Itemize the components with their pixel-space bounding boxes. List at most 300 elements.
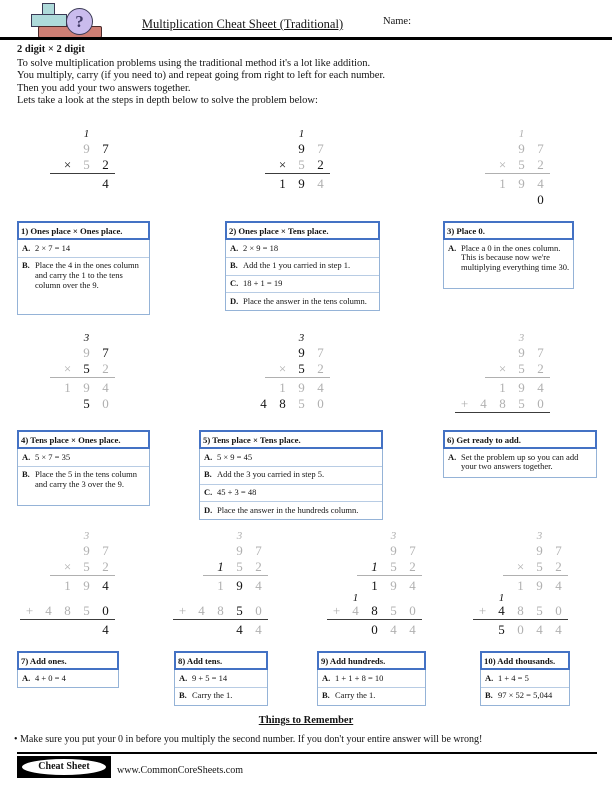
digit-cell: 4 — [317, 176, 324, 191]
digit-cell — [235, 176, 254, 192]
digit-cell — [273, 345, 292, 361]
problem-row — [235, 361, 330, 377]
digit-cell — [20, 128, 39, 141]
problem-row — [20, 603, 115, 619]
digit-cell — [20, 380, 39, 396]
digit-cell — [58, 622, 77, 638]
digit-cell — [327, 622, 346, 638]
digit-cell — [511, 594, 530, 603]
problem-row — [327, 622, 422, 638]
step-box-2 — [225, 221, 380, 311]
problem-row — [455, 157, 550, 173]
digit-cell — [39, 578, 58, 594]
digit-cell: 1 — [499, 176, 506, 191]
step-item-label: D. — [230, 295, 239, 306]
answer-line — [503, 575, 568, 576]
problem-row — [473, 594, 568, 603]
problem-row — [327, 559, 422, 575]
name-label: Name: — [383, 16, 411, 27]
digit-cell: 7 — [317, 141, 324, 156]
digit-cell: 4 — [102, 176, 109, 191]
problem-row — [235, 128, 330, 141]
digit-cell: 5 — [390, 603, 397, 618]
step-item-text: Place a 0 in the ones column. This is because now we're multiplying everything time 30. — [461, 242, 570, 273]
digit-cell — [58, 176, 77, 192]
problem-row — [455, 332, 550, 345]
digit-cell — [96, 332, 115, 345]
step-item-text: 1 + 4 = 5 — [498, 672, 529, 683]
digit-cell — [365, 594, 384, 603]
digit-cell — [254, 345, 273, 361]
digit-cell — [249, 530, 268, 543]
step-box-title: 5) Tens place × Tens place. — [199, 430, 383, 449]
digit-cell: + — [178, 603, 187, 618]
digit-cell: 3 — [536, 530, 543, 542]
answer-line — [265, 377, 330, 378]
step-item — [226, 275, 379, 293]
digit-cell: 1 — [279, 380, 286, 395]
digit-cell — [77, 622, 96, 638]
step-box-title: 7) Add ones. — [17, 651, 119, 670]
step-item-text: Place the answer in the tens column. — [243, 295, 367, 306]
step-box-title: 2) Ones place × Tens place. — [225, 221, 380, 240]
digit-cell: 1 — [371, 559, 378, 574]
digit-cell: 9 — [518, 380, 525, 395]
problem-row — [455, 176, 550, 192]
digit-cell: 7 — [409, 543, 416, 558]
digit-cell — [346, 559, 365, 575]
digit-cell: 7 — [102, 543, 109, 558]
digit-cell: 2 — [409, 559, 416, 574]
digit-cell: 2 — [102, 157, 109, 172]
digit-cell — [311, 332, 330, 345]
digit-cell: 3 — [518, 332, 525, 344]
digit-cell — [474, 332, 493, 345]
step-box-6 — [443, 430, 597, 478]
digit-cell — [455, 380, 474, 396]
digit-cell: 7 — [317, 345, 324, 360]
digit-cell: 0 — [537, 396, 544, 411]
digit-cell: 9 — [236, 578, 243, 593]
step-item-text: 18 + 1 = 19 — [243, 278, 283, 289]
step-item-label: B. — [204, 469, 212, 480]
problem-row — [173, 559, 268, 575]
step-item-text: 4 + 0 = 4 — [35, 672, 66, 683]
digit-cell — [473, 530, 492, 543]
digit-cell: × — [498, 157, 507, 172]
digit-cell: 0 — [409, 603, 416, 618]
digit-cell — [235, 157, 254, 173]
digit-cell — [365, 530, 384, 543]
step-item-label: A. — [448, 242, 457, 253]
digit-cell: × — [63, 361, 72, 376]
digit-cell: 9 — [298, 380, 305, 395]
digit-cell: 7 — [555, 543, 562, 558]
digit-cell: 0 — [517, 622, 524, 637]
step-item-text: 2 × 7 = 14 — [35, 242, 71, 253]
answer-line — [50, 173, 115, 174]
problem-row — [455, 396, 550, 412]
digit-cell: 9 — [83, 380, 90, 395]
digit-cell — [96, 530, 115, 543]
digit-cell: 9 — [83, 141, 90, 156]
digit-cell: 2 — [317, 157, 324, 172]
digit-cell: 0 — [317, 396, 324, 411]
digit-cell: 0 — [102, 603, 109, 618]
digit-cell — [211, 622, 230, 638]
digit-cell: 9 — [536, 543, 543, 558]
problem-row — [473, 559, 568, 575]
step-item-label: D. — [204, 504, 213, 515]
digit-cell — [327, 559, 346, 575]
step-item — [18, 449, 149, 466]
step-item — [200, 466, 382, 484]
footer-rule — [17, 752, 597, 754]
digit-cell: 5 — [236, 603, 243, 618]
digit-cell: × — [63, 559, 72, 574]
problem-row — [455, 141, 550, 157]
intro-line-1: To solve multiplication problems using the traditional method it's a lot like addition. — [17, 58, 371, 69]
digit-cell: 5 — [536, 559, 543, 574]
multiplication-problem-8 — [173, 530, 268, 638]
digit-cell — [235, 128, 254, 141]
problem-row — [235, 380, 330, 396]
problem-row — [473, 543, 568, 559]
answer-line — [455, 412, 550, 413]
digit-cell — [492, 559, 511, 575]
digit-cell: × — [498, 361, 507, 376]
digit-cell — [403, 594, 422, 603]
step-box-3 — [443, 221, 574, 289]
multiplication-problem-9 — [327, 530, 422, 638]
digit-cell — [211, 543, 230, 559]
step-item-label: B. — [22, 260, 30, 271]
problem-row — [235, 396, 330, 412]
step-item-label: B. — [22, 469, 30, 480]
digit-cell: 3 — [236, 530, 243, 542]
problem-row — [173, 622, 268, 638]
digit-cell: 9 — [298, 176, 305, 191]
digit-cell — [20, 559, 39, 575]
digit-cell — [58, 543, 77, 559]
digit-cell: × — [278, 157, 287, 172]
digit-cell — [77, 176, 96, 192]
problem-row — [455, 412, 550, 415]
digit-cell: 4 — [102, 578, 109, 593]
digit-cell — [235, 380, 254, 396]
problem-row — [20, 157, 115, 173]
digit-cell — [474, 345, 493, 361]
digit-cell: 4 — [498, 603, 505, 618]
problem-row — [20, 396, 115, 412]
step-item-text: 5 × 7 = 35 — [35, 451, 71, 462]
step-item-text: Set the problem up so you can add your two answers together. — [461, 451, 579, 472]
step-box-9 — [317, 651, 426, 706]
digit-cell — [455, 332, 474, 345]
digit-cell: 7 — [255, 543, 262, 558]
digit-cell — [192, 622, 211, 638]
digit-cell: 2 — [537, 157, 544, 172]
digit-cell: 1 — [64, 380, 71, 395]
problem-row — [473, 578, 568, 594]
problem-row — [20, 128, 115, 141]
digit-cell — [39, 622, 58, 638]
digit-cell: 9 — [390, 543, 397, 558]
intro-line-2: You multiply, carry (if you need to) and repeat going from right to left for each number. — [17, 70, 385, 82]
digit-cell: 2 — [255, 559, 262, 574]
digit-cell: 8 — [517, 603, 524, 618]
step-item-label: A. — [22, 451, 31, 462]
digit-cell — [58, 332, 77, 345]
digit-cell — [511, 530, 530, 543]
problem-row — [455, 345, 550, 361]
step-box-title: 8) Add tens. — [174, 651, 268, 670]
step-item — [18, 240, 149, 257]
digit-cell — [455, 192, 474, 208]
digit-cell — [549, 594, 568, 603]
digit-cell — [235, 361, 254, 377]
digit-cell: 5 — [298, 157, 305, 172]
problem-row — [173, 603, 268, 619]
digit-cell — [39, 530, 58, 543]
digit-cell: 2 — [555, 559, 562, 574]
step-item — [481, 670, 569, 687]
digit-cell — [273, 128, 292, 141]
digit-cell: 1 — [499, 380, 506, 395]
digit-cell: 5 — [298, 361, 305, 376]
digit-cell — [39, 396, 58, 412]
digit-cell — [173, 543, 192, 559]
step-item-label: A. — [204, 451, 213, 462]
digit-cell: 5 — [518, 157, 525, 172]
digit-cell — [473, 594, 492, 603]
step-item-label: C. — [204, 487, 213, 498]
digit-cell — [20, 141, 39, 157]
digit-cell: 2 — [102, 361, 109, 376]
answer-line — [265, 173, 330, 174]
step-item — [18, 257, 149, 294]
digit-cell: 9 — [518, 345, 525, 360]
digit-cell — [473, 559, 492, 575]
answer-line — [357, 575, 422, 576]
digit-cell: + — [460, 396, 469, 411]
step-box-title: 6) Get ready to add. — [443, 430, 597, 449]
step-item — [318, 670, 425, 687]
problem-row — [235, 141, 330, 157]
digit-cell — [39, 380, 58, 396]
step-item — [226, 240, 379, 257]
digit-cell — [235, 345, 254, 361]
digit-cell — [474, 380, 493, 396]
badge-label: Cheat Sheet — [21, 758, 107, 776]
problem-row — [473, 603, 568, 619]
digit-cell: 2 — [537, 361, 544, 376]
answer-line — [203, 575, 268, 576]
digit-cell — [20, 578, 39, 594]
digit-cell — [327, 530, 346, 543]
digit-cell: 5 — [536, 603, 543, 618]
digit-cell: 2 — [102, 559, 109, 574]
answer-line — [485, 173, 550, 174]
digit-cell — [531, 332, 550, 345]
digit-cell: 4 — [480, 396, 487, 411]
problem-row — [235, 345, 330, 361]
intro-text — [17, 58, 592, 108]
step-box-title: 4) Tens place × Ones place. — [17, 430, 150, 449]
step-item — [200, 484, 382, 502]
digit-cell: 8 — [279, 396, 286, 411]
digit-cell: 4 — [255, 622, 262, 637]
digit-cell — [455, 176, 474, 192]
digit-cell — [235, 332, 254, 345]
digit-cell — [39, 332, 58, 345]
step-item-label: B. — [179, 690, 187, 701]
step-item — [444, 449, 596, 476]
digit-cell: 3 — [390, 530, 397, 542]
step-item-label: C. — [230, 278, 239, 289]
digit-cell: 1 — [217, 578, 224, 593]
digit-cell — [20, 361, 39, 377]
step-box-4 — [17, 430, 150, 506]
step-item-label: A. — [179, 672, 188, 683]
digit-cell — [58, 141, 77, 157]
digit-cell: 1 — [498, 592, 505, 604]
digit-cell — [473, 622, 492, 638]
digit-cell — [493, 332, 512, 345]
reminder-text: Make sure you put your 0 in before you multiply the second number. If you don't your entire answer will be wrong! — [20, 734, 483, 745]
digit-cell: 3 — [298, 332, 305, 344]
problem-row — [20, 543, 115, 559]
step-box-8 — [174, 651, 268, 706]
digit-cell — [530, 594, 549, 603]
digit-cell — [20, 157, 39, 173]
digit-cell: 0 — [255, 603, 262, 618]
step-item-label: A. — [230, 242, 239, 253]
problem-row — [173, 578, 268, 594]
digit-cell: 4 — [555, 622, 562, 637]
step-box-title: 9) Add hundreds. — [317, 651, 426, 670]
digit-cell: 1 — [352, 592, 359, 604]
digit-cell — [455, 157, 474, 173]
problem-row — [327, 530, 422, 543]
digit-cell — [254, 176, 273, 192]
digit-cell: 4 — [198, 603, 205, 618]
digit-cell — [20, 332, 39, 345]
digit-cell: 9 — [83, 543, 90, 558]
digit-cell: 5 — [236, 559, 243, 574]
digit-cell — [235, 141, 254, 157]
digit-cell — [20, 530, 39, 543]
digit-cell: 4 — [409, 578, 416, 593]
digit-cell: 9 — [236, 543, 243, 558]
step-item-text: 45 + 3 = 48 — [217, 487, 257, 498]
step-item-text: 1 + 1 + 8 = 10 — [335, 672, 384, 683]
digit-cell — [474, 157, 493, 173]
digit-cell — [549, 530, 568, 543]
digit-cell: 4 — [352, 603, 359, 618]
step-box-title: 1) Ones place × Ones place. — [17, 221, 150, 240]
digit-cell: 7 — [102, 345, 109, 360]
multiplication-problem-5 — [235, 332, 330, 412]
digit-cell: 1 — [279, 176, 286, 191]
step-item — [200, 501, 382, 519]
cheat-sheet-badge — [17, 756, 111, 778]
digit-cell: 1 — [83, 128, 90, 140]
digit-cell: 4 — [555, 578, 562, 593]
digit-cell: 5 — [518, 396, 525, 411]
digit-cell — [254, 380, 273, 396]
problem-row — [235, 176, 330, 192]
digit-cell — [531, 128, 550, 141]
digit-cell — [39, 345, 58, 361]
digit-cell — [39, 128, 58, 141]
digit-cell — [474, 361, 493, 377]
digit-cell — [20, 622, 39, 638]
intro-line-4: Lets take a look at the steps in depth below to solve the problem below: — [17, 95, 318, 107]
digit-cell: 4 — [537, 176, 544, 191]
digit-cell — [493, 141, 512, 157]
digit-cell — [192, 578, 211, 594]
problem-row — [235, 332, 330, 345]
digit-cell — [173, 622, 192, 638]
digit-cell — [327, 578, 346, 594]
digit-cell — [235, 396, 254, 412]
step-item — [444, 240, 573, 276]
multiplication-problem-4 — [20, 332, 115, 412]
problem-row — [473, 622, 568, 638]
digit-cell: × — [516, 559, 525, 574]
things-to-remember-title: Things to Remember — [258, 715, 354, 726]
step-item-text: Place the 4 in the ones column and carry the 1 to the tens column over the 9. — [35, 260, 139, 290]
digit-cell — [492, 543, 511, 559]
digit-cell — [58, 128, 77, 141]
step-item — [200, 449, 382, 466]
step-item-text: Place the answer in the hundreds column. — [217, 504, 359, 515]
digit-cell: 4 — [409, 622, 416, 637]
problem-row — [20, 361, 115, 377]
step-item-label: A. — [322, 672, 331, 683]
multiplication-problem-7 — [20, 530, 115, 638]
multiplication-problem-3 — [455, 128, 550, 208]
step-item-label: A. — [22, 672, 31, 683]
problem-row — [20, 176, 115, 192]
step-item-text: Carry the 1. — [335, 690, 376, 701]
problem-row — [455, 361, 550, 377]
digit-cell: 4 — [390, 622, 397, 637]
bullet-marker: • — [14, 734, 18, 745]
page-title: Multiplication Cheat Sheet (Traditional) — [141, 17, 344, 31]
step-box-10 — [480, 651, 570, 706]
digit-cell: 5 — [298, 396, 305, 411]
digit-cell — [511, 543, 530, 559]
answer-line — [485, 377, 550, 378]
digit-cell: 4 — [536, 622, 543, 637]
digit-cell: 8 — [499, 396, 506, 411]
digit-cell — [474, 128, 493, 141]
problem-row — [327, 603, 422, 619]
website-text: www.CommonCoreSheets.com — [117, 765, 244, 776]
digit-cell — [474, 141, 493, 157]
digit-cell: 0 — [371, 622, 378, 637]
digit-cell: 0 — [537, 192, 544, 207]
step-item-label: B. — [230, 260, 238, 271]
digit-cell — [254, 128, 273, 141]
problem-row — [327, 543, 422, 559]
digit-cell: 5 — [498, 622, 505, 637]
digit-cell: 5 — [83, 396, 90, 411]
digit-cell: 3 — [83, 530, 90, 542]
digit-cell — [455, 128, 474, 141]
